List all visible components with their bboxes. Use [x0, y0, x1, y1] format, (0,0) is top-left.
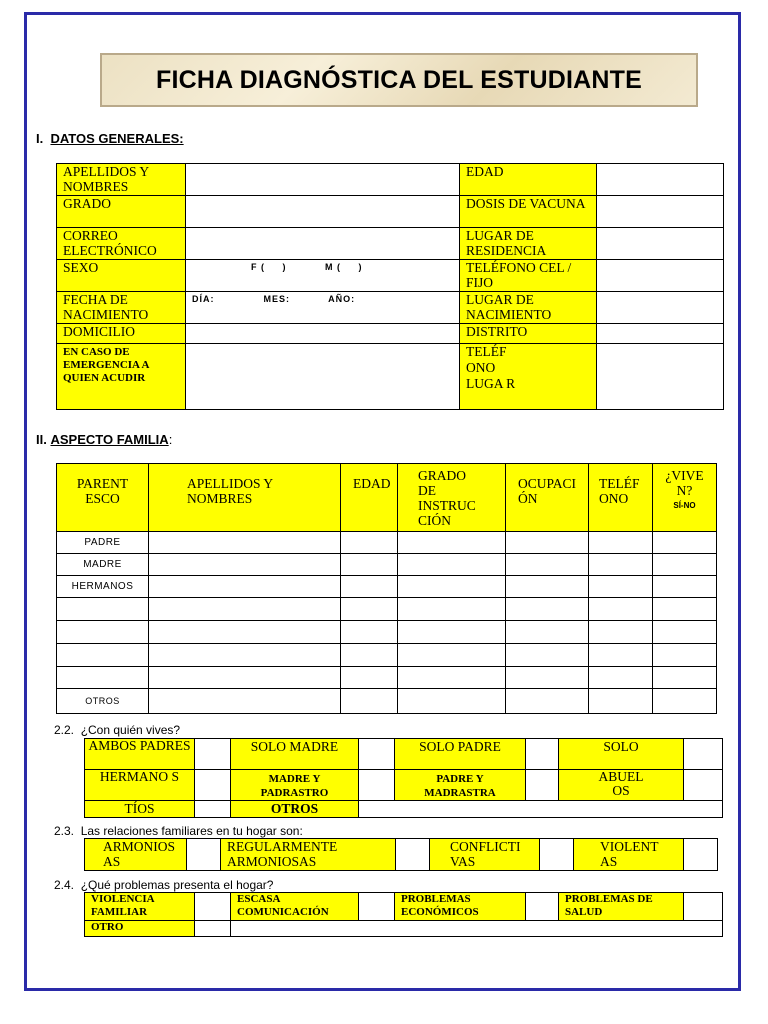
table-row [57, 228, 724, 260]
cell[interactable] [589, 689, 653, 714]
option-otro: OTRO [85, 921, 195, 937]
field-emergencia[interactable] [186, 344, 460, 410]
label-fecha-nacimiento: FECHA DE NACIMIENTO [57, 292, 186, 324]
cell[interactable] [398, 554, 506, 576]
section-2-suffix: : [168, 432, 173, 447]
question-2-4 [54, 878, 273, 892]
problems-table [84, 892, 723, 937]
field-residencia[interactable] [597, 228, 724, 260]
checkbox-ambos-padres[interactable] [195, 739, 231, 770]
checkbox-otro[interactable] [195, 921, 231, 937]
option-violencia-familiar: VIOLENCIA FAMILIAR [85, 893, 195, 921]
table-row [85, 893, 723, 921]
row-label-empty [57, 667, 149, 689]
label-domicilio: DOMICILIO [57, 324, 186, 344]
option-violentas: VIOLENT AS [574, 839, 684, 871]
label-edad: EDAD [460, 164, 597, 196]
field-dosis[interactable] [597, 196, 724, 228]
row-label-empty [57, 621, 149, 644]
checkbox-padre-madrastra[interactable] [526, 770, 559, 801]
table-row [57, 196, 724, 228]
checkbox-solo-padre[interactable] [526, 739, 559, 770]
header-telefono: TELÉF ONO [589, 464, 653, 532]
field-telefono-lugar[interactable] [597, 344, 724, 410]
header-ocupacion: OCUPACI ÓN [506, 464, 589, 532]
cell[interactable] [149, 667, 341, 689]
cell[interactable] [398, 532, 506, 554]
question-2-2 [54, 723, 180, 737]
label-dosis: DOSIS DE VACUNA [460, 196, 597, 228]
field-distrito[interactable] [597, 324, 724, 344]
checkbox-tios[interactable] [195, 801, 231, 818]
checkbox-regularmente-armoniosas[interactable] [396, 839, 430, 871]
header-apellidos: APELLIDOS Y NOMBRES [149, 464, 341, 532]
option-escasa-comunicacion: ESCASA COMUNICACIÓN [231, 893, 359, 921]
cell[interactable] [589, 644, 653, 667]
table-row [57, 292, 724, 324]
table-row [57, 324, 724, 344]
label-grado: GRADO [57, 196, 186, 228]
cell[interactable] [653, 689, 717, 714]
page-title: FICHA DIAGNÓSTICA DEL ESTUDIANTE [155, 65, 643, 94]
option-conflictivas: CONFLICTI VAS [430, 839, 540, 871]
table-row [85, 801, 723, 818]
checkbox-conflictivas[interactable] [540, 839, 574, 871]
cell[interactable] [506, 532, 589, 554]
cell[interactable] [149, 576, 341, 598]
section-1-heading [36, 131, 184, 146]
cell[interactable] [398, 598, 506, 621]
cell[interactable] [341, 667, 398, 689]
header-vive [653, 464, 717, 532]
option-solo-padre: SOLO PADRE [395, 739, 526, 770]
relations-table [84, 838, 718, 871]
cell[interactable] [398, 667, 506, 689]
checkbox-problemas-salud[interactable] [684, 893, 723, 921]
table-row [57, 644, 717, 667]
row-label-empty [57, 598, 149, 621]
cell[interactable] [589, 554, 653, 576]
cell[interactable] [149, 532, 341, 554]
header-edad: EDAD [341, 464, 398, 532]
checkbox-solo-madre[interactable] [359, 739, 395, 770]
family-table [56, 463, 717, 714]
cell[interactable] [506, 644, 589, 667]
cell[interactable] [653, 644, 717, 667]
header-grado: GRADO DE INSTRUC CIÓN [398, 464, 506, 532]
table-row [57, 554, 717, 576]
option-ambos-padres: AMBOS PADRES [85, 739, 195, 770]
label-distrito: DISTRITO [460, 324, 597, 344]
cell[interactable] [506, 667, 589, 689]
checkbox-violencia-familiar[interactable] [195, 893, 231, 921]
cell[interactable] [398, 576, 506, 598]
field-telefono[interactable] [597, 260, 724, 292]
option-problemas-salud: PROBLEMAS DE SALUD [559, 893, 684, 921]
table-row [57, 532, 717, 554]
cell[interactable] [506, 621, 589, 644]
label-sexo: SEXO [57, 260, 186, 292]
table-row [57, 164, 724, 196]
table-row [57, 344, 724, 410]
option-padre-madrastra: PADRE Y MADRASTRA [395, 770, 526, 801]
cell[interactable] [398, 644, 506, 667]
checkbox-hermanos[interactable] [195, 770, 231, 801]
question-2-4-number: 2.4. [54, 878, 75, 892]
label-lugar-nacimiento: LUGAR DE NACIMIENTO [460, 292, 597, 324]
cell[interactable] [341, 576, 398, 598]
table-row [57, 576, 717, 598]
table-row [57, 260, 724, 292]
row-label-otros: OTROS [57, 689, 149, 714]
section-1-number: I. [36, 131, 44, 146]
section-2-heading [36, 432, 172, 447]
checkbox-escasa-comunicacion[interactable] [359, 893, 395, 921]
question-2-4-text: ¿Qué problemas presenta el hogar? [80, 878, 274, 892]
option-hermanos: HERMANO S [85, 770, 195, 801]
option-tios: TÍOS [85, 801, 195, 818]
table-row [85, 739, 723, 770]
cell[interactable] [149, 598, 341, 621]
field-correo[interactable] [186, 228, 460, 260]
cell[interactable] [341, 598, 398, 621]
cell[interactable] [589, 598, 653, 621]
label-emergencia: EN CASO DE EMERGENCIA A QUIEN ACUDIR [57, 344, 186, 410]
living-with-table [84, 738, 723, 818]
option-regularmente-armoniosas: REGULARMENTE ARMONIOSAS [221, 839, 396, 871]
checkbox-violentas[interactable] [684, 839, 718, 871]
cell[interactable] [506, 554, 589, 576]
cell[interactable] [589, 667, 653, 689]
family-header-row [57, 464, 717, 532]
row-label-hermanos: HERMANOS [57, 576, 149, 598]
option-solo-madre: SOLO MADRE [231, 739, 359, 770]
field-fecha-nacimiento[interactable]: DÍA: MES: AÑO: [186, 292, 460, 324]
checkbox-abuelos[interactable] [684, 770, 723, 801]
question-2-3-text: Las relaciones familiares en tu hogar son: [80, 824, 303, 838]
field-lugar-nacimiento[interactable] [597, 292, 724, 324]
option-otros: OTROS [231, 801, 359, 818]
cell[interactable] [149, 621, 341, 644]
table-row [57, 621, 717, 644]
cell[interactable] [341, 532, 398, 554]
cell[interactable] [149, 644, 341, 667]
table-row [57, 667, 717, 689]
title-banner [100, 53, 698, 107]
cell[interactable] [341, 554, 398, 576]
cell[interactable] [653, 667, 717, 689]
cell[interactable] [341, 621, 398, 644]
cell[interactable] [341, 644, 398, 667]
header-parentesco: PARENT ESCO [57, 464, 149, 532]
field-domicilio[interactable] [186, 324, 460, 344]
field-grado[interactable] [186, 196, 460, 228]
checkbox-solo[interactable] [684, 739, 723, 770]
section-2-number: II. [36, 432, 47, 447]
cell[interactable] [653, 554, 717, 576]
option-armoniosas: ARMONIOS AS [85, 839, 187, 871]
option-solo: SOLO [559, 739, 684, 770]
field-apellidos[interactable] [186, 164, 460, 196]
table-row [85, 839, 718, 871]
cell[interactable] [653, 621, 717, 644]
field-otro[interactable] [231, 921, 723, 937]
label-telefono: TELÉFONO CEL / FIJO [460, 260, 597, 292]
cell[interactable] [589, 621, 653, 644]
cell[interactable] [506, 576, 589, 598]
label-apellidos: APELLIDOS Y NOMBRES [57, 164, 186, 196]
cell[interactable] [506, 689, 589, 714]
cell[interactable] [341, 689, 398, 714]
question-2-3 [54, 824, 303, 838]
cell[interactable] [149, 554, 341, 576]
label-correo: CORREO ELECTRÓNICO [57, 228, 186, 260]
table-row [85, 770, 723, 801]
question-2-2-text: ¿Con quién vives? [80, 723, 181, 737]
cell[interactable] [653, 598, 717, 621]
section-1-title: DATOS GENERALES: [50, 131, 184, 146]
checkbox-armoniosas[interactable] [187, 839, 221, 871]
question-2-2-number: 2.2. [54, 723, 75, 737]
cell[interactable] [398, 621, 506, 644]
option-madre-padrastro: MADRE Y PADRASTRO [231, 770, 359, 801]
checkbox-problemas-economicos[interactable] [526, 893, 559, 921]
option-problemas-economicos: PROBLEMAS ECONÓMICOS [395, 893, 526, 921]
label-residencia: LUGAR DE RESIDENCIA [460, 228, 597, 260]
row-label-padre: PADRE [57, 532, 149, 554]
cell[interactable] [589, 576, 653, 598]
general-data-table [56, 163, 724, 410]
field-edad[interactable] [597, 164, 724, 196]
cell[interactable] [589, 532, 653, 554]
option-abuelos: ABUEL OS [559, 770, 684, 801]
cell[interactable] [653, 532, 717, 554]
cell[interactable] [398, 689, 506, 714]
table-row [57, 598, 717, 621]
checkbox-madre-padrastro[interactable] [359, 770, 395, 801]
field-otros[interactable] [359, 801, 723, 818]
header-vive-label: ¿VIVE N? [665, 468, 704, 498]
row-label-empty [57, 644, 149, 667]
table-row [57, 689, 717, 714]
section-2-title: ASPECTO FAMILIA [50, 432, 169, 447]
row-label-madre: MADRE [57, 554, 149, 576]
cell[interactable] [653, 576, 717, 598]
header-vive-sub: SÍ-NO [673, 501, 696, 510]
label-telefono-lugar: TELÉF ONO LUGA R [460, 344, 597, 410]
field-sexo[interactable]: F ( ) M ( ) [186, 260, 460, 292]
question-2-3-number: 2.3. [54, 824, 75, 838]
cell[interactable] [149, 689, 341, 714]
table-row [85, 921, 723, 937]
cell[interactable] [506, 598, 589, 621]
